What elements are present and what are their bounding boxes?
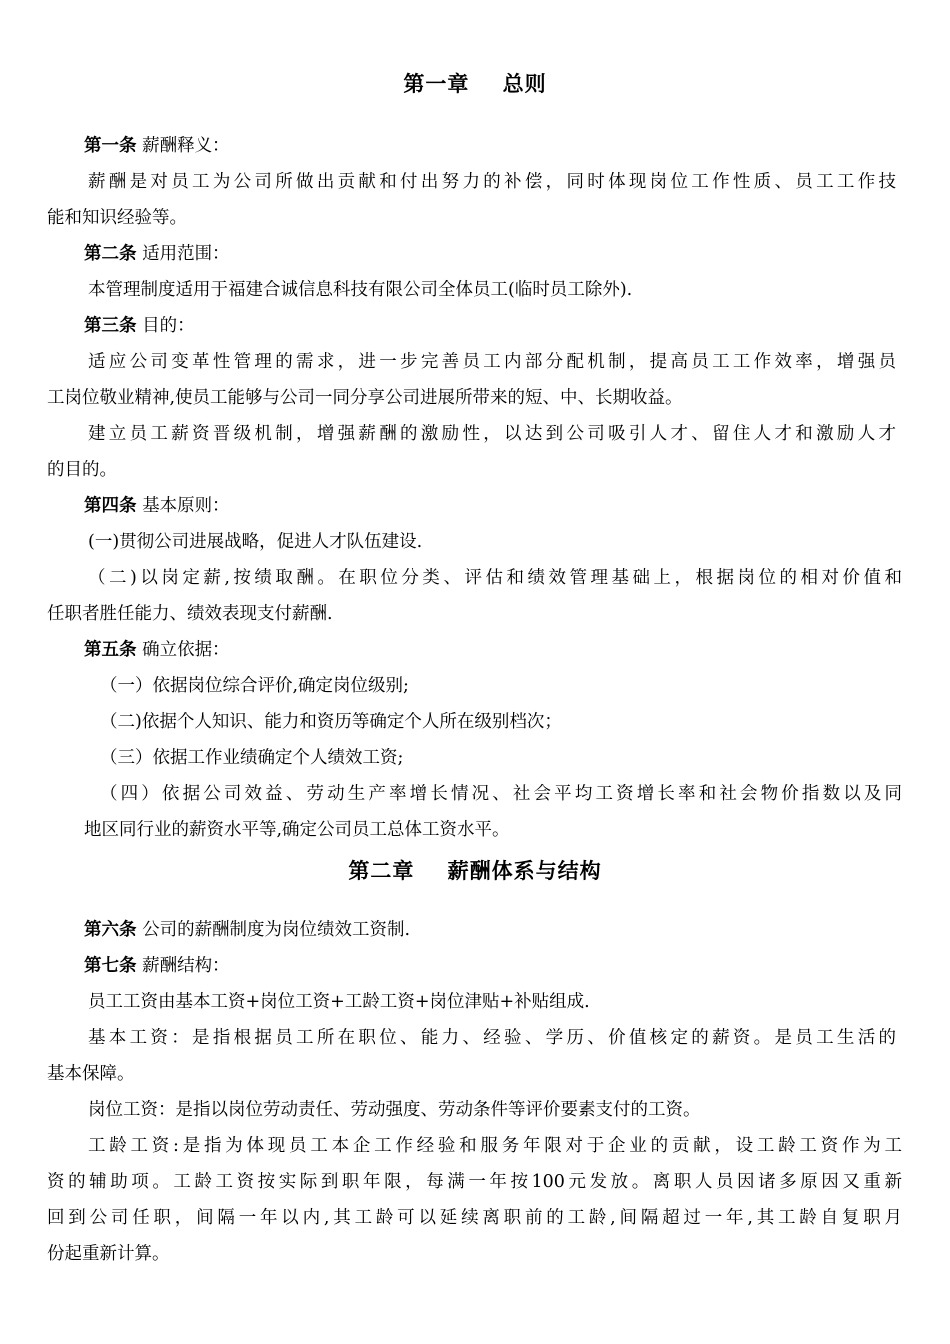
article-6-label: 第六条 <box>84 920 137 940</box>
article-6-heading-text: 公司的薪酬制度为岗位绩效工资制. <box>136 920 411 940</box>
article-2-line-1: 本管理制度适用于福建合诚信息科技有限公司全体员工(临时员工除外). <box>88 280 633 300</box>
article-7-line-4: 岗位工资：是指以岗位劳动责任、劳动强度、劳动条件等评价要素支付的工资。 <box>88 1100 701 1120</box>
article-3-line-2: 工岗位敬业精神,使员工能够与公司一同分享公司进展所带来的短、中、长期收益。 <box>47 388 683 408</box>
article-4-line-1: (一)贯彻公司进展战略，促进人才队伍建设. <box>88 532 423 552</box>
article-1-label: 第一条 <box>84 136 137 156</box>
article-7-line-3: 基本保障。 <box>47 1064 135 1084</box>
article-5-line-5: 地区同行业的薪资水平等,确定公司员工总体工资水平。 <box>84 820 510 840</box>
article-4-heading-text: 基本原则： <box>136 496 230 516</box>
article-7-heading-text: 薪酬结构： <box>136 956 230 976</box>
article-7-line-2: 基本工资：是指根据员工所在职位、能力、经验、学历、价值核定的薪资。是员工生活的 <box>88 1028 896 1048</box>
article-5-label: 第五条 <box>84 640 137 660</box>
article-3-line-1: 适应公司变革性管理的需求，进一步完善员工内部分配机制，提高员工工作效率，增强员 <box>88 352 896 372</box>
article-5-line-1: （一）依据岗位综合评价,确定岗位级别; <box>100 676 409 696</box>
article-7-line-7: 回到公司任职，间隔一年以内,其工龄可以延续离职前的工龄,间隔超过一年,其工龄自复职月 <box>47 1208 902 1228</box>
article-7-line-1: 员工工资由基本工资+岗位工资+工龄工资+岗位津贴+补贴组成. <box>88 992 590 1012</box>
article-3-line-4: 的目的。 <box>47 460 117 480</box>
article-1-line-1: 薪酬是对员工为公司所做出贡献和付出努力的补偿，同时体现岗位工作性质、员工工作技 <box>88 172 896 192</box>
article-3-heading-text: 目的： <box>136 316 195 336</box>
article-5-line-2: （二)依据个人知识、能力和资历等确定个人所在级别档次； <box>100 712 562 732</box>
article-2-label: 第二条 <box>84 244 137 264</box>
article-1-heading <box>84 134 230 158</box>
article-3-line-3: 建立员工薪资晋级机制，增强薪酬的激励性，以达到公司吸引人才、留住人才和激励人才 <box>88 424 896 444</box>
article-3-label: 第三条 <box>84 316 137 336</box>
article-4-heading <box>84 494 230 518</box>
article-5-heading-text: 确立依据： <box>136 640 230 660</box>
article-4-label: 第四条 <box>84 496 137 516</box>
article-2-heading-text: 适用范围： <box>136 244 230 264</box>
article-5-line-3: （三）依据工作业绩确定个人绩效工资; <box>100 748 404 768</box>
article-7-line-6: 资的辅助项。工龄工资按实际到职年限，每满一年按100元发放。离职人员因诸多原因又重新 <box>47 1172 902 1192</box>
article-7-line-5: 工龄工资:是指为体现员工本企工作经验和服务年限对于企业的贡献，设工龄工资作为工 <box>88 1136 902 1156</box>
article-3-heading <box>84 314 195 338</box>
chapter-1-title: 第一章 总则 <box>403 72 547 96</box>
article-5-line-4: （四）依据公司效益、劳动生产率增长情况、社会平均工资增长率和社会物价指数以及同 <box>100 784 902 804</box>
article-4-line-2: （二)以岗定薪,按绩取酬。在职位分类、评估和绩效管理基础上，根据岗位的相对价值和 <box>88 568 902 588</box>
article-6-heading <box>84 918 410 942</box>
article-7-heading <box>84 954 230 978</box>
article-1-heading-text: 薪酬释义： <box>136 136 230 156</box>
article-5-heading <box>84 638 230 662</box>
article-1-line-2: 能和知识经验等。 <box>47 208 187 228</box>
chapter-2-title: 第二章 薪酬体系与结构 <box>348 859 602 883</box>
article-7-line-8: 份起重新计算。 <box>47 1244 170 1264</box>
article-7-label: 第七条 <box>84 956 137 976</box>
article-2-heading <box>84 242 230 266</box>
article-4-line-3: 任职者胜任能力、绩效表现支付薪酬. <box>47 604 333 624</box>
